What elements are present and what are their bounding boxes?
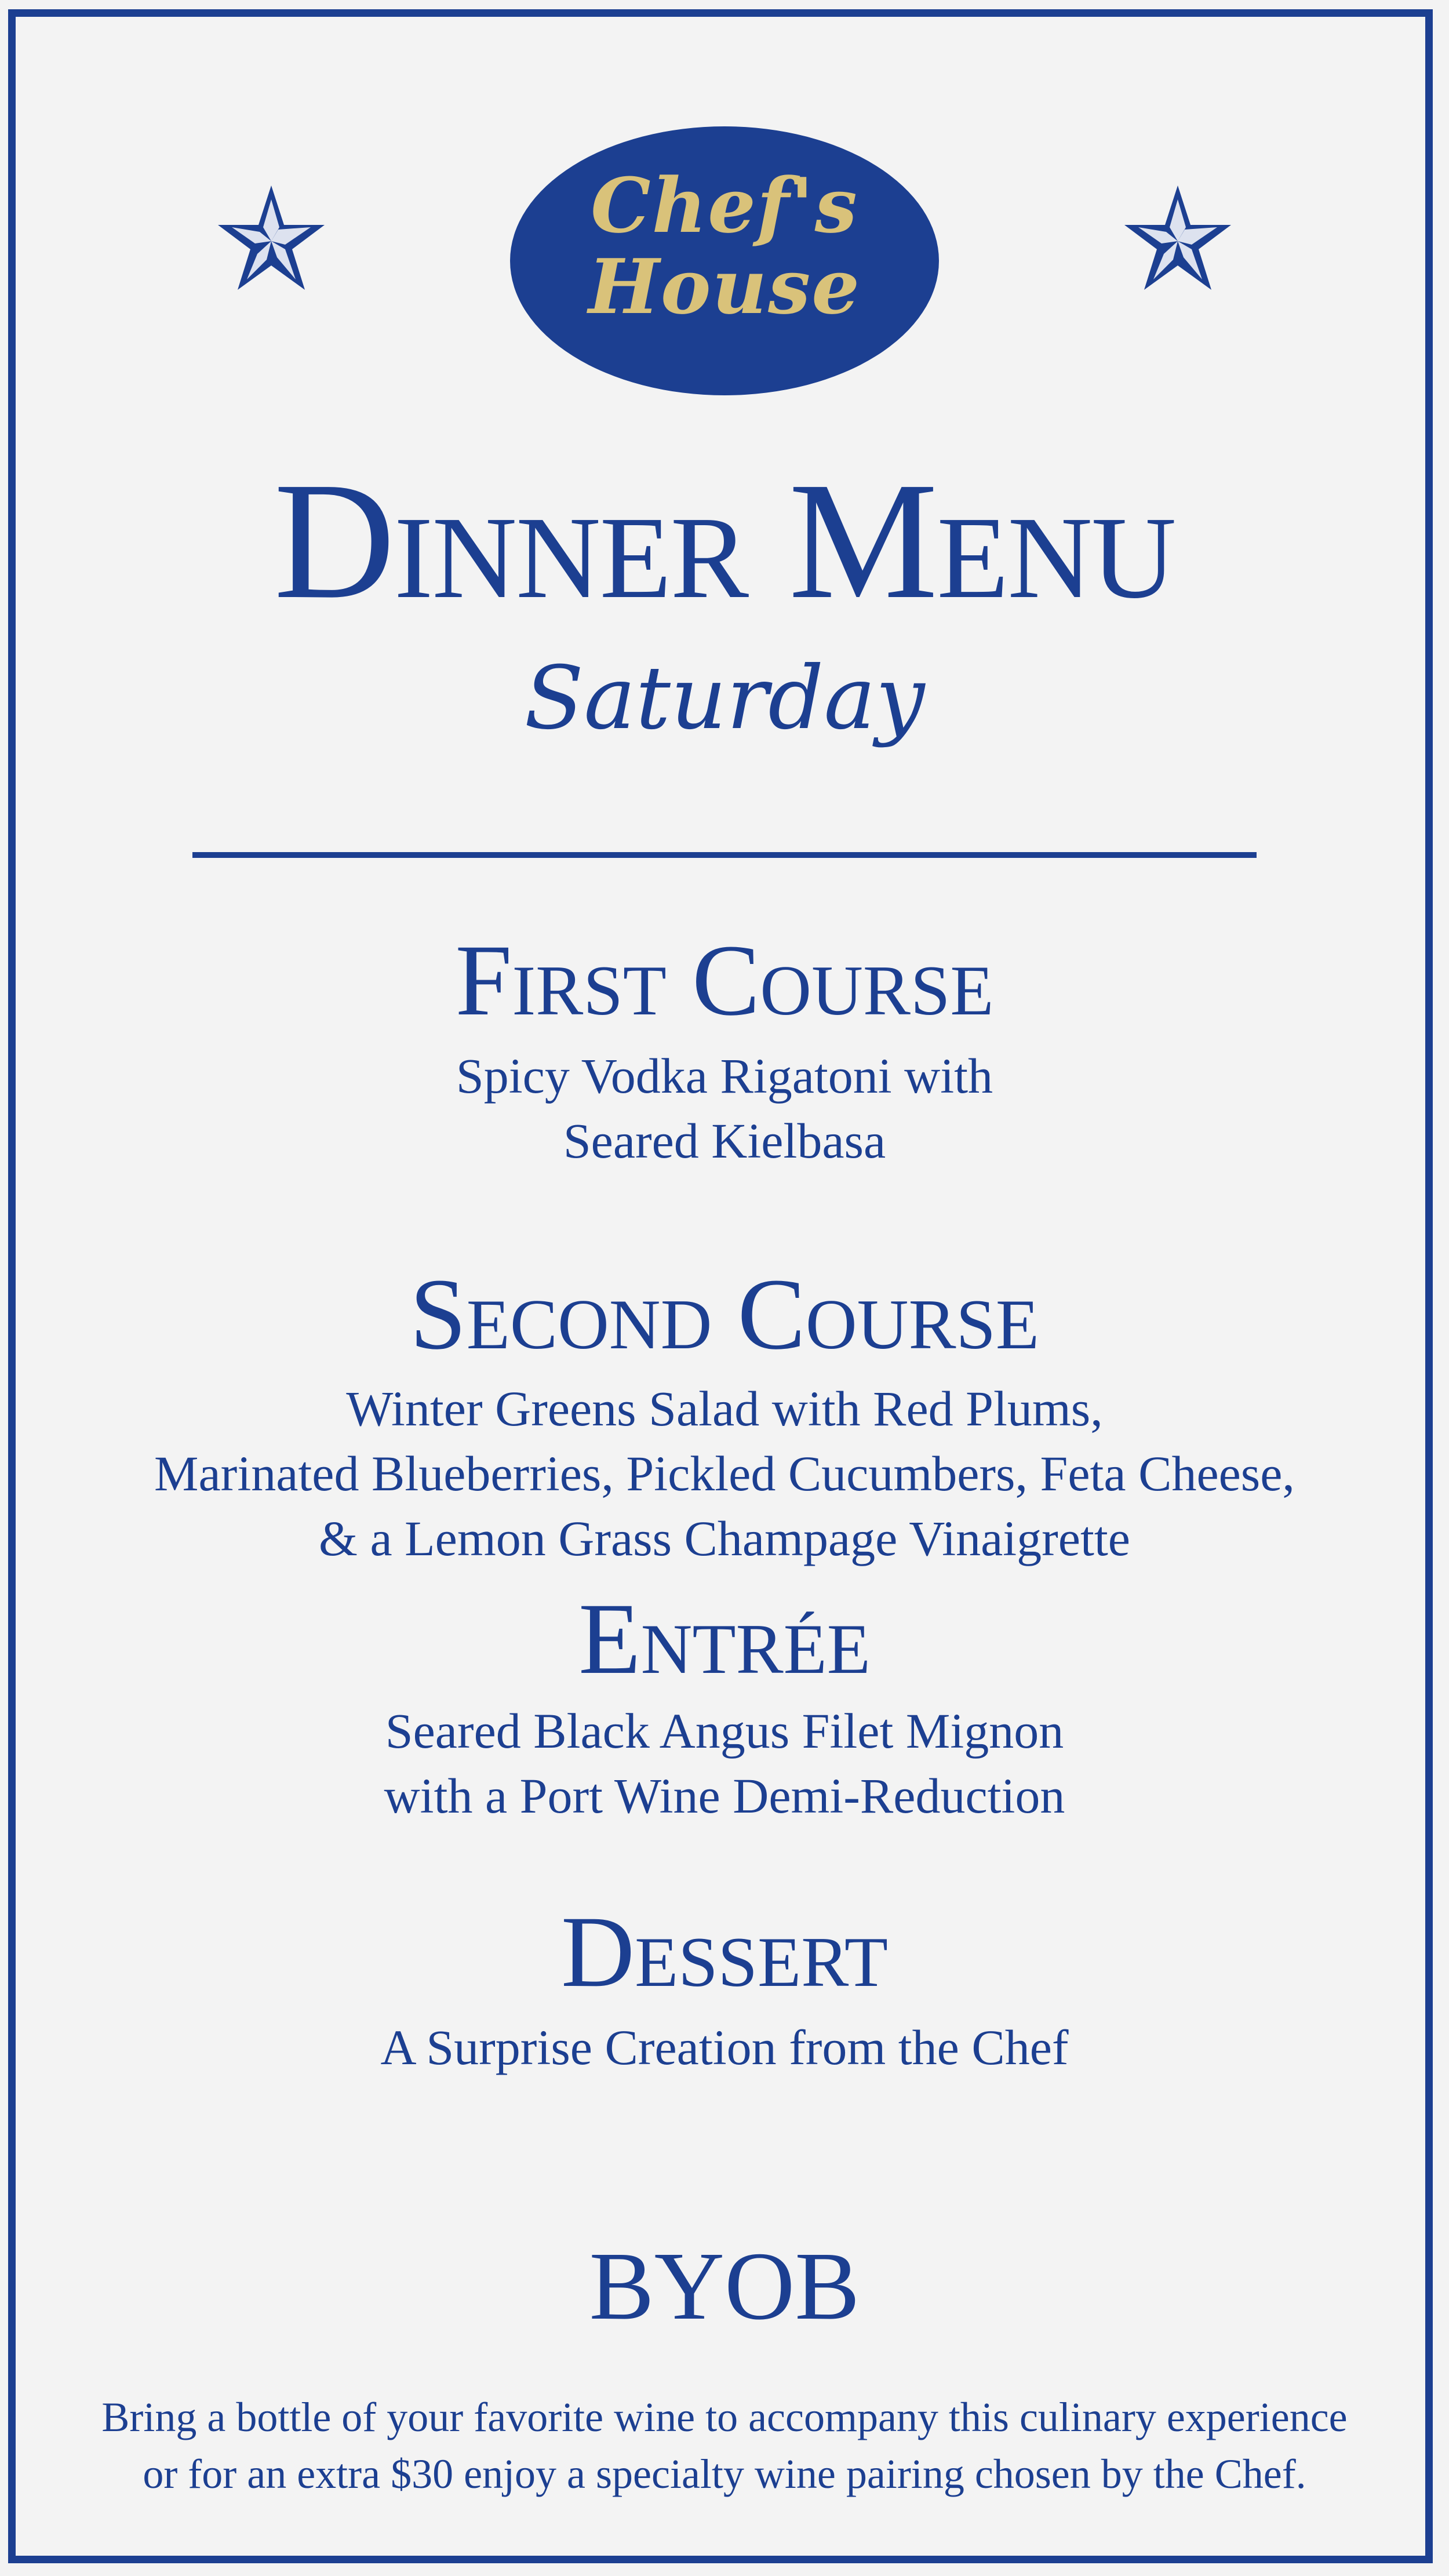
course-heading-entree: Entrée [578,1582,871,1695]
course-description-line: & a Lemon Grass Champage Vinaigrette [319,1511,1130,1566]
course-description-line: Seared Kielbasa [563,1113,886,1169]
nautical-star-icon [213,183,329,299]
chefs-house-logo [510,126,939,395]
logo-line-1: Chef's [591,161,858,250]
course-description-line: with a Port Wine Demi-Reduction [384,1768,1065,1824]
course-description-line: Marinated Blueberries, Pickled Cucumbers, Feta Cheese, [154,1446,1295,1501]
divider [192,852,1257,858]
course-description-line: Winter Greens Salad with Red Plums, [346,1381,1103,1436]
logo-line-2: House [588,242,861,331]
course-heading-dessert: Dessert [561,1895,888,2009]
byob-heading: BYOB [589,2232,860,2340]
course-description-line: Spicy Vodka Rigatoni with [456,1048,993,1104]
wine-note-line: Bring a bottle of your favorite wine to accompany this culinary experience [101,2394,1348,2440]
course-description-line: Seared Black Angus Filet Mignon [385,1703,1064,1759]
course-heading-second: Second Course [409,1258,1040,1371]
wine-note-line: or for an extra $30 enjoy a specialty wine pairing chosen by the Chef. [143,2451,1306,2497]
page-title: Dinner Menu [274,447,1175,634]
course-heading-first: First Course [455,924,994,1037]
course-description-line: A Surprise Creation from the Chef [380,2020,1069,2075]
menu-day: Saturday [524,648,925,749]
nautical-star-icon [1120,183,1236,299]
